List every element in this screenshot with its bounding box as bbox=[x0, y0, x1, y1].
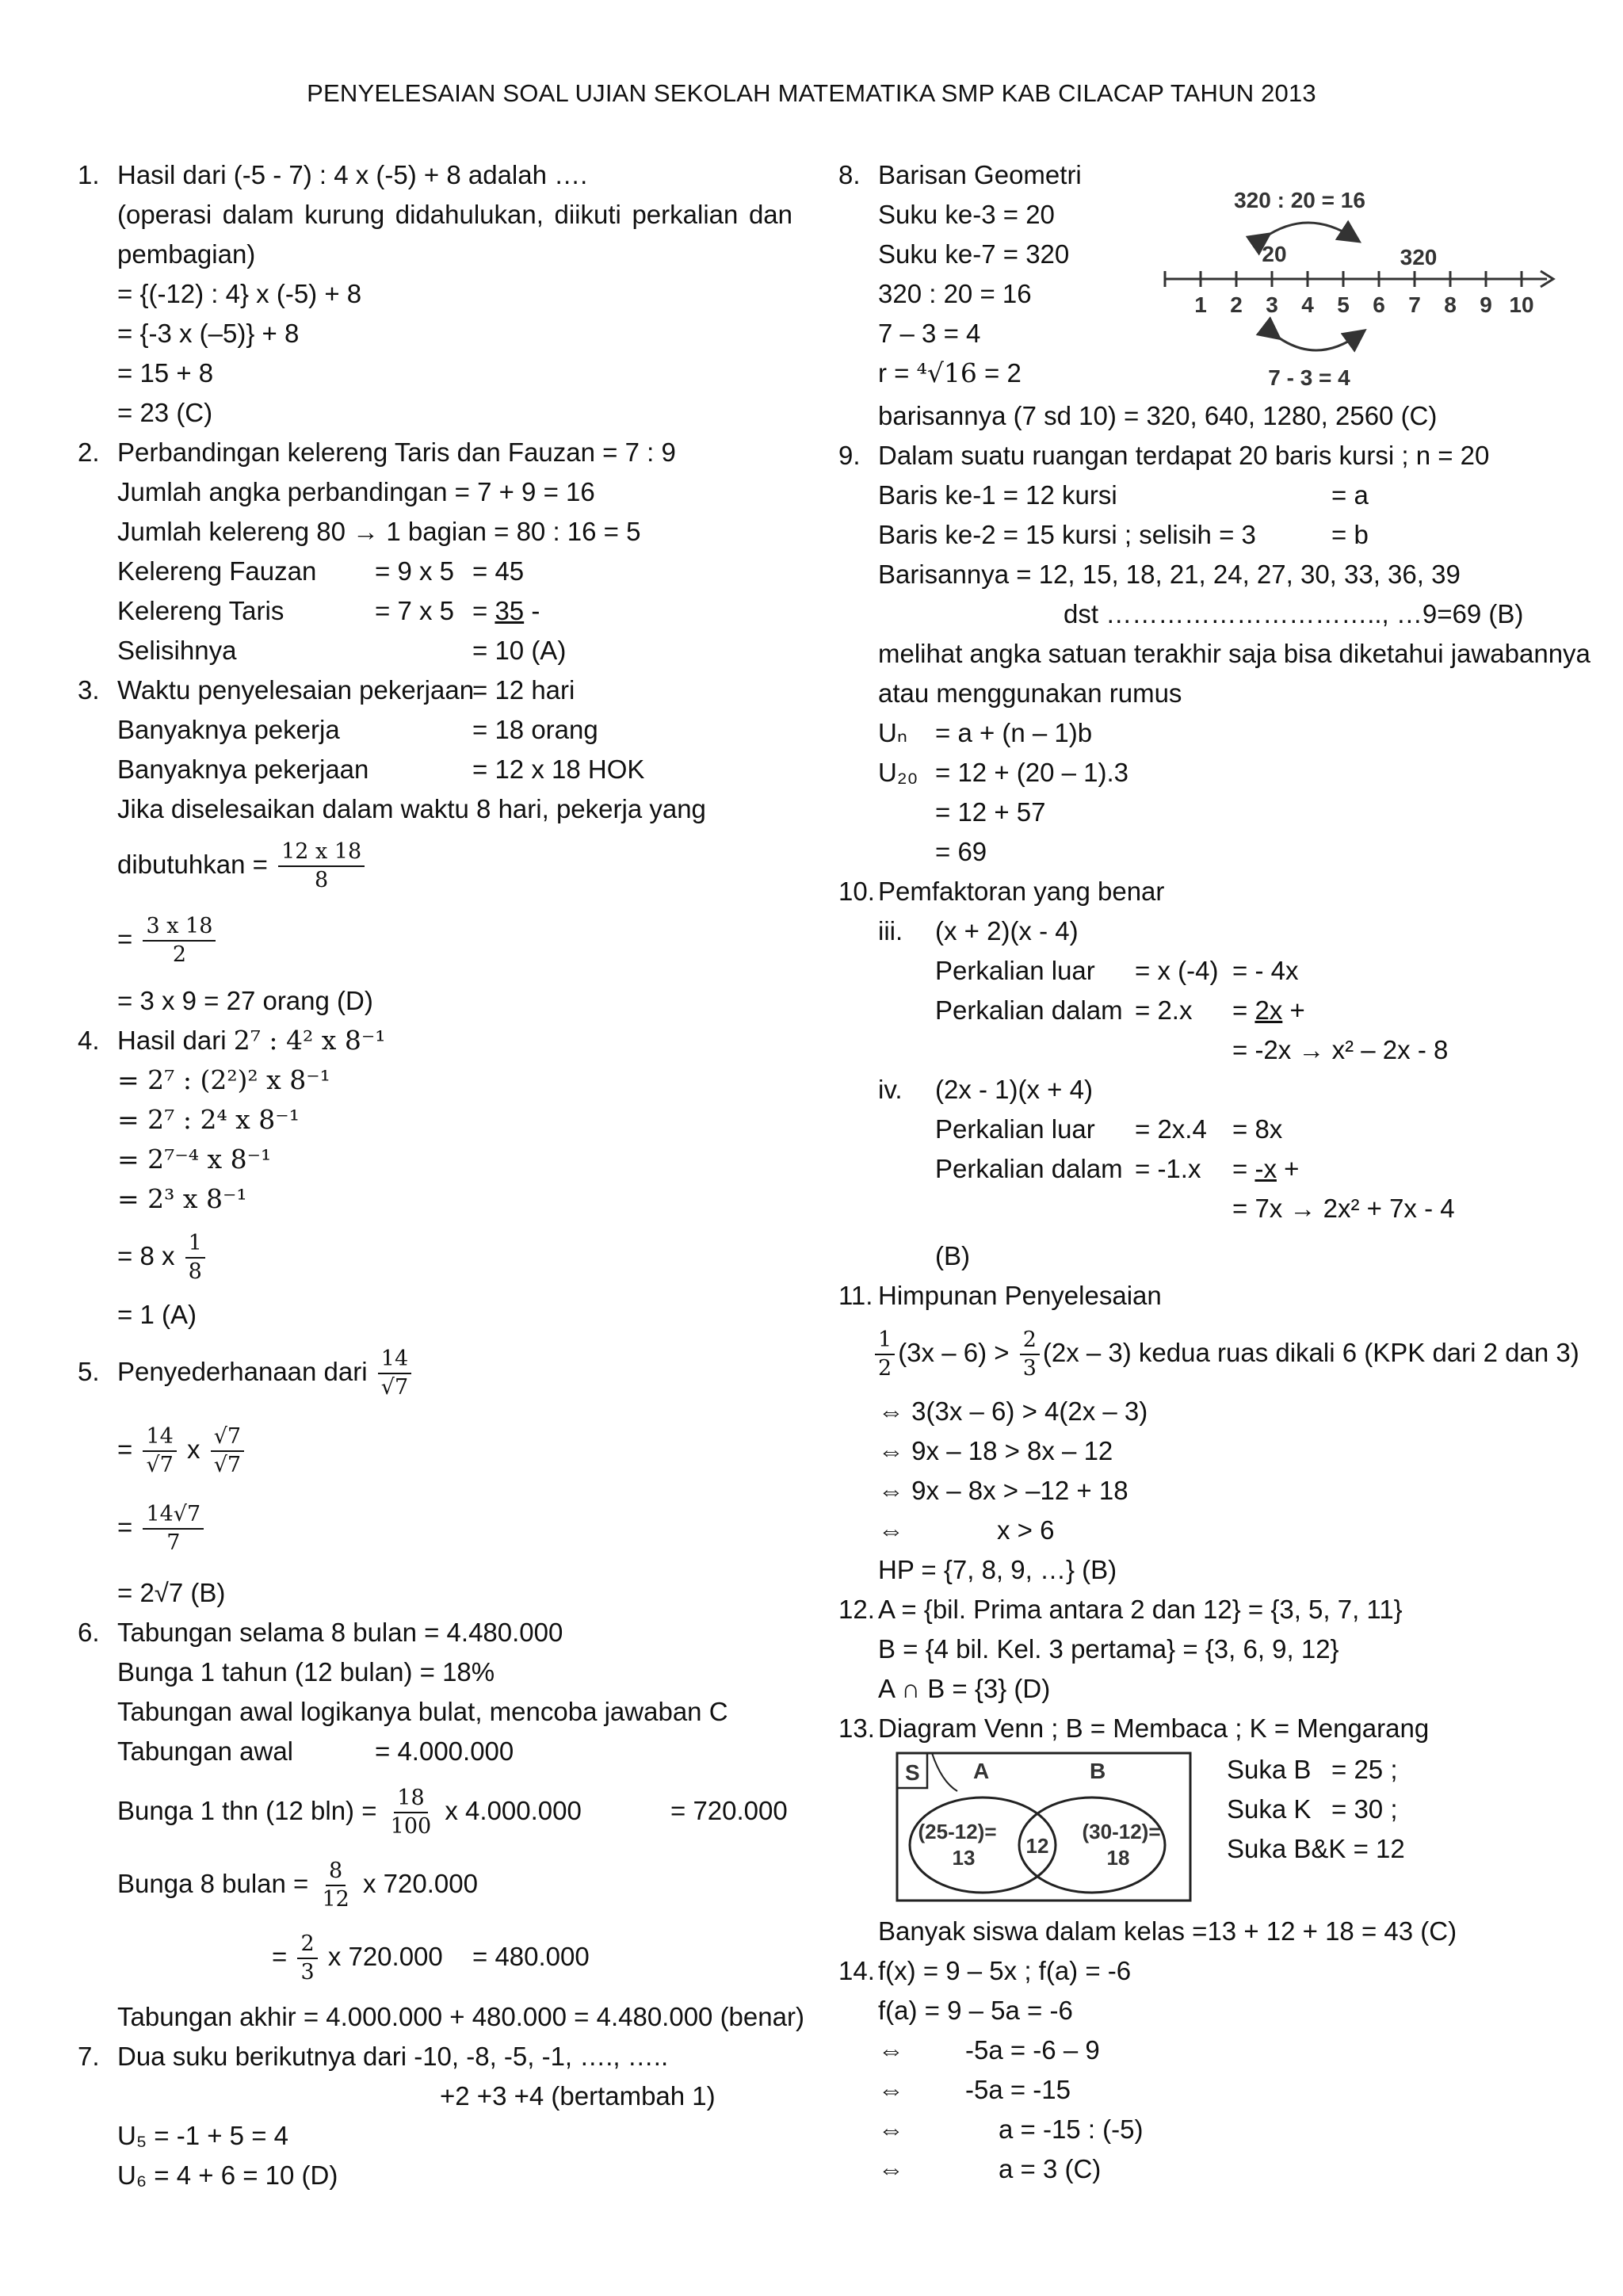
q4-answer: = 1 (A) bbox=[117, 1300, 197, 1329]
q9-step-var: = a bbox=[1331, 480, 1369, 510]
q7-number: 7. bbox=[78, 2042, 100, 2071]
q5-step: = $\frac{14√7}{7}$ bbox=[117, 1492, 207, 1563]
q3-fraction: $\frac{12 x 18}{8}$ bbox=[278, 839, 365, 894]
q10-calc: = 2.x bbox=[1135, 995, 1193, 1025]
q3-row-value: = 12 hari bbox=[472, 675, 575, 705]
q3-fraction-line: dibutuhkan = $\frac{12 x 18}{8}$ bbox=[117, 829, 368, 900]
axis-tick-label: 5 bbox=[1337, 292, 1350, 317]
q9-sequence-cont: dst ………………………….., …9=69 (B) bbox=[1064, 599, 1524, 628]
q2-row-formula: = 7 x 5 bbox=[375, 596, 454, 625]
q3-answer: = 3 x 9 = 27 orang (D) bbox=[117, 986, 373, 1015]
q10-expression: (2x - 1)(x + 4) bbox=[935, 1075, 1093, 1104]
q10-result: = 2x + bbox=[1232, 995, 1305, 1025]
venn-label-b: B bbox=[1090, 1759, 1106, 1783]
q13-number: 13. bbox=[838, 1713, 875, 1743]
q12-step: B = {4 bil. Kel. 3 pertama} = {3, 6, 9, 12} bbox=[878, 1634, 1339, 1664]
q11-step: ⇔ 9x – 8x > –12 + 18 bbox=[878, 1476, 1128, 1505]
q2-row-value: = 45 bbox=[472, 556, 525, 586]
q8-step: 320 : 20 = 16 bbox=[878, 279, 1032, 308]
q4-fraction-line: = 8 x $\frac{1}{8}$ bbox=[117, 1221, 208, 1292]
q2-row-label: Kelereng Fauzan bbox=[117, 556, 317, 586]
q8-ratio: r = ⁴√16 = 2 bbox=[878, 357, 1022, 388]
venn-divider bbox=[932, 1753, 957, 1791]
q1-answer: = 23 (C) bbox=[117, 398, 213, 427]
q4-step: = 2⁷⁻⁴ x 8⁻¹ bbox=[117, 1144, 272, 1175]
q4-question: Hasil dari 2⁷ : 4² x 8⁻¹ bbox=[117, 1025, 386, 1056]
figure-top-label: 320 : 20 = 16 bbox=[1234, 188, 1365, 212]
q5-fraction: $\frac{14}{√7}$ bbox=[378, 1346, 411, 1401]
q10-result: = - 4x bbox=[1232, 956, 1299, 985]
q6-step: Bunga 1 tahun (12 bulan) = 18% bbox=[117, 1657, 495, 1687]
venn-a-only-value: 13 bbox=[952, 1846, 976, 1870]
q7-question: Dua suku berikutnya dari -10, -8, -5, -1, …., ….. bbox=[117, 2042, 669, 2071]
axis-tick-label: 7 bbox=[1408, 292, 1421, 317]
q12-number: 12. bbox=[838, 1595, 875, 1624]
number-line-figure bbox=[1157, 176, 1561, 390]
q13-data-label: Suka K bbox=[1227, 1794, 1312, 1824]
q11-step: ⇔ 9x – 18 > 8x – 12 bbox=[878, 1436, 1113, 1465]
q11-number: 11. bbox=[838, 1281, 873, 1310]
q9-step: Baris ke-2 = 15 kursi ; selisih = 3 bbox=[878, 520, 1256, 549]
q14-step-symbol: ⇔ bbox=[878, 2115, 904, 2144]
q2-row-label: Selisihnya bbox=[117, 636, 237, 665]
q6-step: Tabungan awal logikanya bulat, mencoba jawaban C bbox=[117, 1697, 728, 1726]
q1-step: = 15 + 8 bbox=[117, 358, 214, 388]
q9-answer: = 69 bbox=[935, 837, 987, 866]
q14-question: f(x) = 9 – 5x ; f(a) = -6 bbox=[878, 1956, 1132, 1985]
q14-step-symbol: ⇔ bbox=[878, 2075, 904, 2104]
q9-step: Baris ke-1 = 12 kursi bbox=[878, 480, 1117, 510]
axis-tick-label: 8 bbox=[1444, 292, 1457, 317]
q11-step: x > 6 bbox=[997, 1515, 1055, 1545]
q10-result: = 7x → 2x² + 7x - 4 bbox=[1232, 1194, 1455, 1223]
q6-interest-result: = 480.000 bbox=[472, 1942, 590, 1971]
q10-label: Perkalian dalam bbox=[935, 995, 1123, 1025]
q4-step: = 2⁷ : 2⁴ x 8⁻¹ bbox=[117, 1104, 300, 1135]
q9-formula-label: U₂₀ bbox=[878, 758, 918, 787]
q9-formula: = 12 + (20 – 1).3 bbox=[935, 758, 1129, 787]
q3-row-label: Waktu penyelesaian pekerjaan bbox=[117, 675, 475, 705]
q8-number: 8. bbox=[838, 160, 861, 189]
q4-fraction: $\frac{1}{8}$ bbox=[185, 1230, 205, 1286]
q6-step: Tabungan selama 8 bulan = 4.480.000 bbox=[117, 1618, 563, 1647]
q2-question: Perbandingan kelereng Taris dan Fauzan = 7 : 9 bbox=[117, 437, 676, 467]
q2-row-formula: = 9 x 5 bbox=[375, 556, 454, 586]
q11-fraction: $\frac{1}{2}$ bbox=[875, 1327, 895, 1382]
q14-step: f(a) = 9 – 5a = -6 bbox=[878, 1996, 1073, 2025]
q11-step: ⇔ 3(3x – 6) > 4(2x – 3) bbox=[878, 1396, 1148, 1426]
q10-item-iv: iv. bbox=[878, 1075, 903, 1104]
q12-answer: A ∩ B = {3} (D) bbox=[878, 1674, 1051, 1703]
q10-label: Perkalian luar bbox=[935, 956, 1095, 985]
q14-step: -5a = -6 – 9 bbox=[965, 2035, 1100, 2065]
q12-step: A = {bil. Prima antara 2 dan 12} = {3, 5, 7, 11} bbox=[878, 1595, 1403, 1624]
venn-intersection: 12 bbox=[1025, 1834, 1049, 1858]
q5-answer: = 2√7 (B) bbox=[117, 1578, 226, 1607]
axis-tick-label: 1 bbox=[1194, 292, 1207, 317]
q10-result: = -2x → x² – 2x - 8 bbox=[1232, 1035, 1449, 1064]
q14-step: -5a = -15 bbox=[965, 2075, 1071, 2104]
top-arc bbox=[1264, 223, 1354, 238]
q11-title: Himpunan Penyelesaian bbox=[878, 1281, 1162, 1310]
q6-answer: Tabungan akhir = 4.000.000 + 480.000 = 4.480.000 (benar) bbox=[117, 2002, 804, 2031]
q14-step-symbol: ⇔ bbox=[878, 2154, 904, 2183]
q6-fraction: $\frac{18}{100}$ bbox=[390, 1786, 432, 1839]
q2-step: Jumlah kelereng 80 → 1 bagian = 80 : 16 = 5 bbox=[117, 517, 641, 546]
q10-label: Perkalian luar bbox=[935, 1114, 1095, 1144]
q11-step-symbol: ⇔ bbox=[878, 1515, 904, 1545]
q14-answer: a = 3 (C) bbox=[999, 2154, 1102, 2183]
q14-step: a = -15 : (-5) bbox=[999, 2115, 1144, 2144]
figure-bottom-label: 7 - 3 = 4 bbox=[1268, 365, 1350, 390]
q13-title: Diagram Venn ; B = Membaca ; K = Mengarang bbox=[878, 1713, 1430, 1743]
q8-step: Suku ke-7 = 320 bbox=[878, 239, 1070, 269]
document-title: PENYELESAIAN SOAL UJIAN SEKOLAH MATEMATIKA SMP KAB CILACAP TAHUN 2013 bbox=[307, 79, 1316, 107]
q9-note: atau menggunakan rumus bbox=[878, 678, 1182, 708]
q5-number: 5. bbox=[78, 1357, 100, 1386]
q1-note-cont: pembagian) bbox=[117, 239, 256, 269]
axis-tick-label: 3 bbox=[1266, 292, 1278, 317]
q5-question: Penyederhanaan dari $\frac{14}{√7}$ bbox=[117, 1336, 414, 1408]
q6-step-value: = 4.000.000 bbox=[375, 1736, 514, 1766]
q6-number: 6. bbox=[78, 1618, 100, 1647]
q7-answer: U₆ = 4 + 6 = 10 (D) bbox=[117, 2160, 338, 2190]
q9-formula: = a + (n – 1)b bbox=[935, 718, 1093, 747]
q9-sequence: Barisannya = 12, 15, 18, 21, 24, 27, 30, 33, 36, 39 bbox=[878, 560, 1461, 589]
q10-result: = 8x bbox=[1232, 1114, 1283, 1144]
venn-diagram bbox=[894, 1750, 1195, 1905]
q10-title: Pemfaktoran yang benar bbox=[878, 877, 1165, 906]
q6-fraction: $\frac{2}{3}$ bbox=[297, 1931, 317, 1986]
q6-interest-line: = $\frac{2}{3}$ x 720.000 bbox=[272, 1931, 443, 1985]
q5-step: = $\frac{14}{√7}$ x $\frac{√7}{√7}$ bbox=[117, 1414, 247, 1485]
q10-item-iii: iii. bbox=[878, 916, 903, 946]
q4-step: = 2³ x 8⁻¹ bbox=[117, 1183, 247, 1214]
q10-number: 10. bbox=[838, 877, 875, 906]
q6-interest-line: Bunga 1 thn (12 bln) = $\frac{18}{100}$ x 4.000.000 bbox=[117, 1786, 582, 1839]
q3-number: 3. bbox=[78, 675, 100, 705]
q14-number: 14. bbox=[838, 1956, 875, 1985]
q1-question: Hasil dari (-5 - 7) : 4 x (-5) + 8 adalah …. bbox=[117, 160, 588, 189]
q3-step: Jika diselesaikan dalam waktu 8 hari, pekerja yang bbox=[117, 794, 706, 823]
q9-formula-label: Uₙ bbox=[878, 718, 907, 747]
q13-data-label: Suka B&K = 12 bbox=[1227, 1834, 1405, 1863]
axis-tick-label: 6 bbox=[1373, 292, 1385, 317]
q7-step: U₅ = -1 + 5 = 4 bbox=[117, 2121, 288, 2150]
venn-label-a: A bbox=[973, 1759, 990, 1783]
q6-fraction: $\frac{8}{12}$ bbox=[322, 1859, 349, 1912]
q8-step: Suku ke-3 = 20 bbox=[878, 200, 1055, 229]
axis-tick-label: 10 bbox=[1509, 292, 1534, 317]
figure-label-b: 320 bbox=[1400, 245, 1438, 269]
q4-step: = 2⁷ : (2²)² x 8⁻¹ bbox=[117, 1064, 330, 1095]
q6-interest-result: = 720.000 bbox=[670, 1796, 788, 1825]
q13-answer: Banyak siswa dalam kelas =13 + 12 + 18 = 43 (C) bbox=[878, 1916, 1457, 1946]
venn-a-only-expr: (25-12)= bbox=[918, 1820, 997, 1843]
axis-tick-label: 9 bbox=[1480, 292, 1492, 317]
q9-number: 9. bbox=[838, 441, 861, 470]
q11-answer: HP = {7, 8, 9, …} (B) bbox=[878, 1555, 1117, 1584]
q14-step-symbol: ⇔ bbox=[878, 2035, 904, 2065]
q5-fraction: $\frac{√7}{√7}$ bbox=[211, 1423, 244, 1479]
q11-inequality: $\frac{1}{2}$ (3x – 6) > $\frac{2}{3}$ (2x – 3) kedua ruas dikali 6 (KPK dari 2 dan 3) bbox=[872, 1317, 1579, 1389]
q13-data-value: = 25 ; bbox=[1331, 1755, 1398, 1784]
q13-data-label: Suka B bbox=[1227, 1755, 1312, 1784]
q7-differences: +2 +3 +4 (bertambah 1) bbox=[440, 2081, 716, 2111]
q5-fraction: $\frac{14}{√7}$ bbox=[143, 1423, 176, 1479]
q1-number: 1. bbox=[78, 160, 100, 189]
q8-step: 7 – 3 = 4 bbox=[878, 319, 981, 348]
venn-label-s: S bbox=[905, 1760, 920, 1785]
q10-result: = -x + bbox=[1232, 1154, 1300, 1183]
q2-number: 2. bbox=[78, 437, 100, 467]
q3-row-label: Banyaknya pekerja bbox=[117, 715, 340, 744]
q1-step: = {-3 x (–5)} + 8 bbox=[117, 319, 300, 348]
q1-step: = {(-12) : 4} x (-5) + 8 bbox=[117, 279, 362, 308]
venn-b-only-expr: (30-12)= bbox=[1082, 1820, 1161, 1843]
q3-fraction: $\frac{3 x 18}{2}$ bbox=[143, 913, 216, 968]
axis-tick-label: 4 bbox=[1301, 292, 1314, 317]
q6-step-label: Tabungan awal bbox=[117, 1736, 294, 1766]
q13-data-value: = 30 ; bbox=[1331, 1794, 1398, 1824]
q4-number: 4. bbox=[78, 1026, 100, 1055]
q3-row-value: = 12 x 18 HOK bbox=[472, 755, 645, 784]
q3-fraction-line: = $\frac{3 x 18}{2}$ bbox=[117, 904, 219, 975]
q8-title: Barisan Geometri bbox=[878, 160, 1082, 189]
q3-row-label: Banyaknya pekerjaan bbox=[117, 755, 369, 784]
venn-b-only-value: 18 bbox=[1106, 1846, 1130, 1870]
q2-row-label: Kelereng Taris bbox=[117, 596, 285, 625]
q2-step: Jumlah angka perbandingan = 7 + 9 = 16 bbox=[117, 477, 595, 506]
q10-answer: (B) bbox=[935, 1241, 970, 1270]
q10-calc: = 2x.4 bbox=[1135, 1114, 1207, 1144]
bottom-arc bbox=[1274, 334, 1359, 350]
q10-calc: = -1.x bbox=[1135, 1154, 1201, 1183]
q9-step: = 12 + 57 bbox=[935, 797, 1046, 827]
q10-expression: (x + 2)(x - 4) bbox=[935, 916, 1079, 946]
figure-label-a: 20 bbox=[1262, 242, 1287, 266]
q2-row-value: = 35 - bbox=[472, 596, 540, 625]
q6-interest-line: Bunga 8 bulan = $\frac{8}{12}$ x 720.000 bbox=[117, 1859, 478, 1912]
axis-tick-label: 2 bbox=[1230, 292, 1243, 317]
q1-note: (operasi dalam kurung didahulukan, diikuti perkalian dan bbox=[117, 200, 792, 229]
q10-label: Perkalian dalam bbox=[935, 1154, 1123, 1183]
q9-question: Dalam suatu ruangan terdapat 20 baris kursi ; n = 20 bbox=[878, 441, 1490, 470]
q2-answer: = 10 (A) bbox=[472, 636, 567, 665]
q5-fraction: $\frac{14√7}{7}$ bbox=[143, 1501, 204, 1557]
q3-row-value: = 18 orang bbox=[472, 715, 598, 744]
q8-answer: barisannya (7 sd 10) = 320, 640, 1280, 2560 (C) bbox=[878, 401, 1438, 430]
q9-step-var: = b bbox=[1331, 520, 1369, 549]
q10-calc: = x (-4) bbox=[1135, 956, 1219, 985]
q11-fraction: $\frac{2}{3}$ bbox=[1020, 1327, 1040, 1382]
q9-note: melihat angka satuan terakhir saja bisa diketahui jawabannya bbox=[878, 639, 1591, 668]
